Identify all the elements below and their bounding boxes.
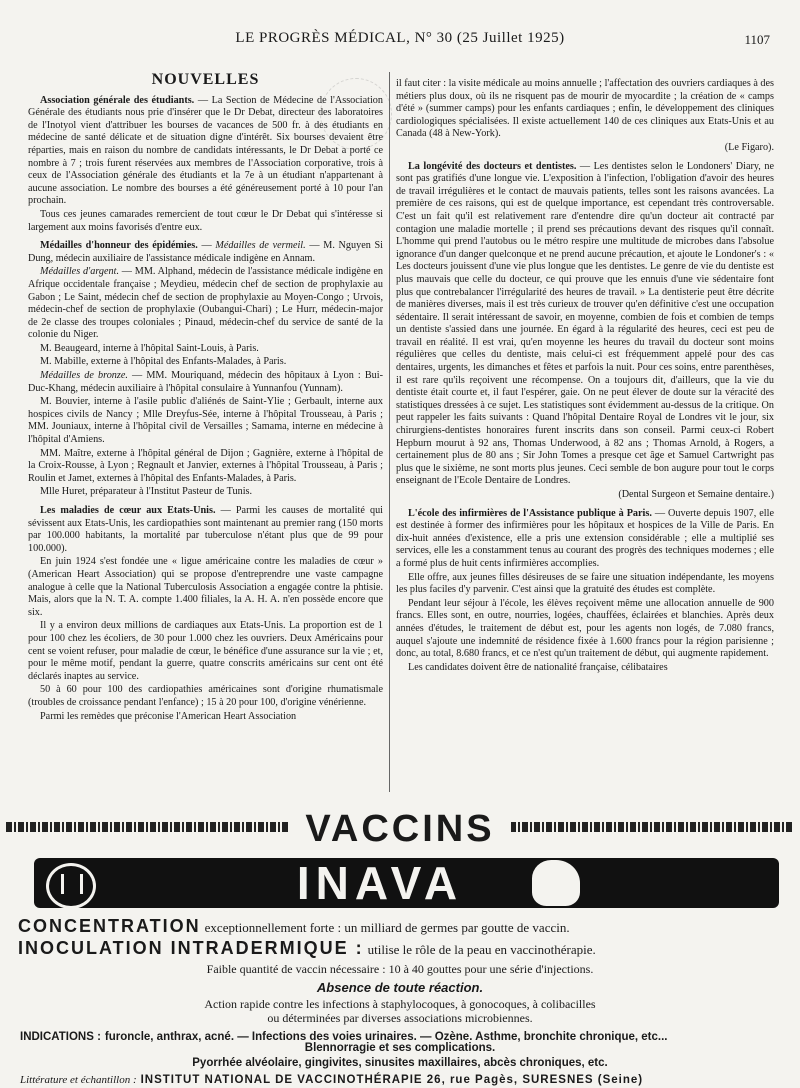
- article-paragraph: il faut citer : la visite médicale au moins annuelle ; l'affectation des ouvriers cardiaques à des métiers plus doux, où ils ne risquent pas de mourir de myocardite ; la création de « camps d'été » (summer camps) pour les enfants cardiaques ; enfin, le développement des cliniques cardiologiques spécialisées. Il existe actuellement 140 de ces cliniques aux Etats-Unis et au Canada (48 à New-York).: [396, 78, 774, 140]
- vaccine-advertisement: [0, 808, 800, 1086]
- article-paragraph: Elle offre, aux jeunes filles désireuses de se faire une situation indépendante, les moyens les plus faciles d'y parvenir. C'est ainsi que la gratuité des études est complète.: [396, 571, 774, 596]
- article-source: (Le Figaro).: [724, 141, 774, 153]
- ad-vaccins-title: VACCINS: [0, 808, 800, 851]
- ad-literature-line: Littérature et échantillon : INSTITUT NATIONAL DE VACCINOTHÉRAPIE 26, rue Pagès, SURESNES (Seine): [20, 1074, 644, 1086]
- section-title: NOUVELLES: [151, 71, 260, 88]
- article-paragraph: L'école des infirmières de l'Assistance publique à Paris. — Ouverte depuis 1907, elle est destinée à former des infirmières pour les hôpitaux et hospices de la Ville de Paris. En dix-huit années d'existence, elle a pris une extension considérable ; elle a multiplié ses services, elle les a constamment tenus au courant des progrès des techniques modernes ; elle a formé plus de huit cents infirmières accomplies.: [396, 507, 774, 569]
- article-paragraph: Médailles de bronze. — MM. Mouriquand, médecin des hôpitaux à Lyon : Bui-Duc-Khang, médecin auxiliaire à l'hôpital consulaire à Yunnanfou (Yunnam).: [28, 370, 383, 394]
- ad-inoculation-line: INOCULATION INTRADERMIQUE : utilise le rôle de la peau en vaccinothérapie.: [18, 938, 596, 958]
- article-paragraph: M. Mabille, externe à l'hôpital des Enfants-Malades, à Paris.: [40, 356, 287, 368]
- article-paragraph: 50 à 60 pour 100 des cardiopathies américaines sont d'origine rhumatismale (troubles de croissance pendant l'enfance) ; 15 à 20 pour 100, d'origine vénérienne.: [28, 684, 383, 708]
- article-paragraph: En juin 1924 s'est fondée une « ligue américaine contre les maladies de cœur » (American Heart Association) qui se propose d'entreprendre une vaste campagne analogue à celle que la National Tuberculosis Association a engagée contre la phtisie. Mais, alors que la N. T. A. compte 1.400 filiales, la A. H. A. n'en possède encore que six.: [28, 556, 383, 618]
- article-paragraph: Association générale des étudiants. — La Section de Médecine de l'Association Générale des étudiants nous prie d'insérer que le Dr Debat, directeur des laboratoires de l'Inotyol vient d'attribuer les bourses de vacances de 500 fr. à des étudiants en médecine de santé délicate et de situation digne d'intérêt. Six bourses devaient être réparties, mais en raison du nombre de candidats intéressants, le Dr Debat a porté ce nombre à 7 ; trois furent réservées aux membres de l'Association corporative, trois à ceux de l'Association générale des étudiants et la 7e à un étudiant n'appartenant à aucune association. Le nombre des bourses a été généreusement porté à 10 pour l'an prochain.: [28, 94, 383, 207]
- page-number: 1107: [744, 32, 770, 47]
- brand-name: INAVA: [296, 857, 464, 909]
- ad-pyorrhee-line: Pyorrhée alvéolaire, gingivites, sinusites maxillaires, abcès chroniques, etc.: [192, 1057, 608, 1069]
- ad-quantity-line: Faible quantité de vaccin nécessaire : 10 à 40 gouttes pour une série d'injections.: [206, 962, 594, 976]
- article-paragraph: Médailles d'argent. — MM. Alphand, médecin de l'assistance médicale indigène en Afrique occidentale française ; Meydieu, médecin chef de section de prophylaxie au Gabon ; Le Saint, médecin chef de section de prophylaxie au Moyen-Congo ; Urvois, médecin-chef de section de prophylaxie (Oubangui-Chari) ; Le Hurr, médecin-major de 2e classe des troupes coloniales ; Pinaud, médecin-chef du service de santé de la colonie du Niger.: [28, 266, 383, 341]
- ad-concentration-line: CONCENTRATION exceptionnellement forte : un milliard de germes par goutte de vaccin.: [18, 916, 570, 936]
- right-column: [396, 78, 774, 675]
- article-heading: Médailles d'honneur des épidémies.: [40, 240, 198, 252]
- article-source: (Dental Surgeon et Semaine dentaire.): [618, 489, 774, 500]
- article-heading: La longévité des docteurs et dentistes.: [408, 160, 577, 172]
- journal-title: LE PROGRÈS MÉDICAL, N° 30 (25 Juillet 1925): [235, 30, 565, 46]
- rooster-icon: [532, 860, 580, 906]
- article-paragraph: Pendant leur séjour à l'école, les élèves reçoivent même une allocation annuelle de 900 francs. Elles sont, en outre, nourries, logées, chauffées, éclairées et blanchies. Après deux années d'études, le traitement de début est, pour les agents non logés, de 7.080 francs, auquel s'ajoute une indemnité de résidence fixée à 1.600 francs pour la région parisienne ; donc, au total, 8.680 francs, et ce n'est qu'un traitement de début, qui augmente rapidement.: [396, 597, 774, 660]
- ad-indications-line: INDICATIONS : furoncle, anthrax, acné. — Infections des voies urinaires. — Ozène. Asthme, bronchite chronique, etc...: [20, 1031, 668, 1043]
- article-paragraph: Médailles d'honneur des épidémies. — Médailles de vermeil. — M. Nguyen Si Dung, médecin auxiliaire de l'assistance médicale indigène en Annam.: [28, 240, 384, 264]
- article-paragraph: MM. Maître, externe à l'hôpital général de Dijon ; Gagnière, externe à l'hôpital de la Croix-Rousse, à Lyon ; Regnault et Janvier, externes à l'hôpital Trousseau, à Paris ; Roulin et Jamet, externes à l'hôpital des Enfants-Malades, à Paris.: [28, 447, 383, 484]
- article-paragraph: Les candidates doivent être de nationalité française, célibataires: [408, 661, 668, 673]
- ad-action-line: Action rapide contre les infections à staphylocoques, à gonocoques, à colibacilles: [204, 997, 596, 1011]
- article-paragraph: Les maladies de cœur aux Etats-Unis. — Parmi les causes de mortalité qui sévissent aux Etats-Unis, les cardiopathies sont maintenant au premier rang (150 morts par 100.000 habitants, la mortalité par tuberculose n'étant plus que de 99 pour 100.000).: [28, 505, 383, 554]
- column-divider: [389, 72, 390, 792]
- article-heading: Les maladies de cœur aux Etats-Unis.: [40, 505, 216, 516]
- article-heading: Association générale des étudiants.: [40, 94, 195, 106]
- article-paragraph: Il y a environ deux millions de cardiaques aux Etats-Unis. La proportion est de 1 pour 100 chez les écoliers, de 30 pour 1.000 chez les ouvriers. Deux Américains pour cent se voient refuser, pour maladie de cœur, le bénéfice d'une assurance sur la vie ; et, pour le même motif, pendant la guerre, quatre conscrits américains sur cent ont été déclarés inaptes au service.: [28, 620, 383, 682]
- ad-action-line-2: ou déterminées par diverses associations microbiennes.: [267, 1011, 533, 1025]
- article-paragraph: La longévité des docteurs et dentistes. — Les dentistes selon le Londoners' Diary, ne sont pas gratifiés d'une longue vie. L'exposition à l'infection, l'obligation d'avoir des heures de travail irrégulières et le contact de mauvais patients, telles sont les raisons avancées. La première de ces raisons, qui est de quelque importance, est cependant très controversable. C'est un fait qu'il est relativement rare d'entendre dire qu'un docteur ait contracté par contagion une maladie mortelle ; il prend ses précautions devant des risques qu'il connaît. L'homme qui prend l'autobus ou le métro respire une multitude de microbes dans l'absolue ignorance d'un danger quelconque et ne prend aucune précaution, et ajoute le Londoner's : « Les docteurs jouissent d'une vie plus longue que les dentistes. Le genre de vie du dentiste est plus mauvais que celle du docteur, ce qui prouve que les ennuis d'une vie sédentaire font plus que contrebalancer l'irrégularité des heures de travail. » La dentisterie peut être décrite de manières diverses, mais il est très curieux de trouver qu'en définitive c'est une occupation sédentaire. Il serait intéressant de savoir, en moyenne, combien de fois et combien de temps un dentiste s'assied dans une journée. En égard à la régularité des heures, ceci est peu de travail en réalité. Il est vrai, qu'en moyenne les heures du travail du docteur sont moins régulières que celles du dentiste, mais celui-ci est fréquemment appelé pour des cas dentaires, urgents, les dimanches et fêtes et parfois la nuit. Pour ces soins, entre parenthèses, il est rare qu'ils reçoivent une récompense. On a toujours dit, d'ailleurs, que la vie du dentiste était courte et, il faut l'espérer, gaie. On ne peut élever de doute sur la véracité des statistiques dressées à ce sujet. Les statistiques sont évidemment au-dessus de la critique. On peut rappeler les faits suivants : Quand l'hôpital Dentaire Royal de Londres vit le jour, six chirurgiens-dentistes honoraires furent inscrits dans son conseil. Parmi ceux-ci Robert Hepburn mourut à 92 ans, Thomas Underwood, à 82 ans ; Thomas Arnold, à Rogers, a certainement plus de 80 ans ; Sir John Tomes a presque cet âge et Samuel Cartwright pas plus que le sixième, ne sont morts plus jeunes. Ceci semble de bon augure pour tout le corps enseignant de l'Ecole Dentaire de Londres.: [396, 160, 774, 487]
- article-paragraph: Tous ces jeunes camarades remercient de tout cœur le Dr Debat qui s'intéresse si largement aux moins favorisés d'entre eux.: [28, 208, 383, 233]
- page-header: [0, 30, 800, 52]
- article-paragraph: M. Bouvier, interne à l'asile public d'aliénés de Saint-Ylie ; Gerbault, interne aux hospices civils de Nancy ; Mlle Dreyfus-Sée, interne à l'hôpital Trousseau, à Paris ; MM. Jouniaux, interne à l'hôpital civil de Versailles ; Samama, interne en médecine à l'hôpital d'Amiens.: [28, 396, 383, 446]
- article-paragraph: Mlle Huret, préparateur à l'Institut Pasteur de Tunis.: [40, 486, 253, 498]
- article-paragraph: M. Beaugeard, interne à l'hôpital Saint-Louis, à Paris.: [40, 342, 259, 354]
- article-heading: L'école des infirmières de l'Assistance publique à Paris.: [408, 507, 652, 519]
- ad-blennorragie-line: Blennorragie et ses complications.: [304, 1042, 496, 1054]
- article-paragraph: Parmi les remèdes que préconise l'American Heart Association: [40, 710, 297, 722]
- left-column: [28, 72, 383, 724]
- monogram-emblem-icon: [46, 863, 96, 909]
- ad-no-reaction-line: Absence de toute réaction.: [316, 980, 484, 995]
